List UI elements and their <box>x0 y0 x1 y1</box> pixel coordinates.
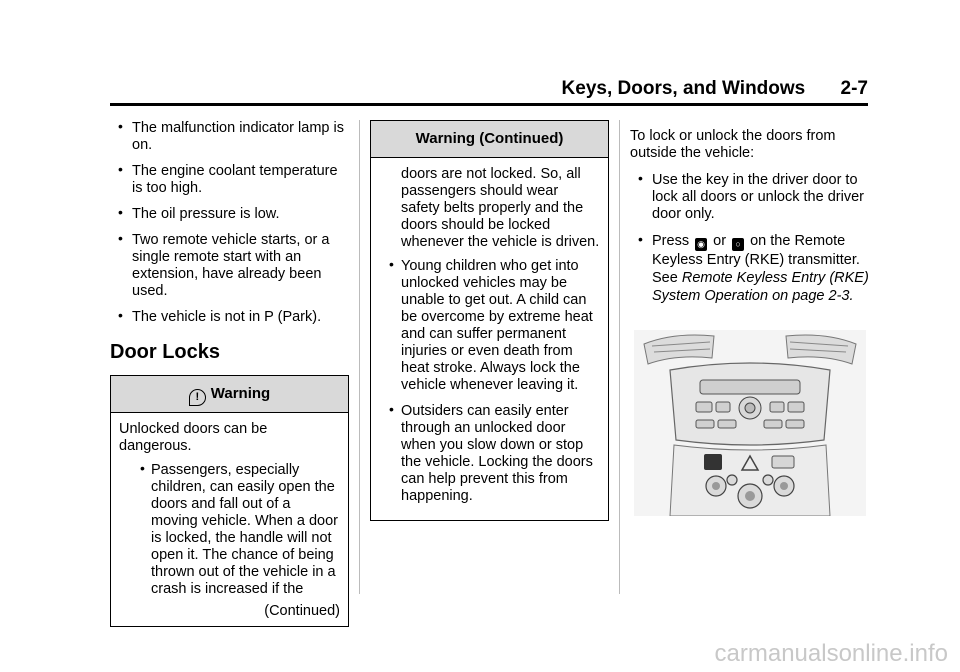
dashboard-image <box>634 330 866 516</box>
page-number: 2-7 <box>840 78 868 99</box>
warning-box <box>110 375 349 627</box>
column-2 <box>370 120 608 521</box>
list-item: • The vehicle is not in P (Park). <box>118 307 322 325</box>
warning-body <box>111 413 348 626</box>
dashboard-illustration <box>634 330 866 516</box>
list-item: • The malfunction indicator lamp is on. <box>118 118 344 153</box>
cross-reference: Remote Keyless Entry (RKE) System Operation on page 2-3. <box>652 270 869 304</box>
list-item: • Two remote vehicle starts, or a single remote start with an extension, have already been used. <box>118 230 330 299</box>
warning-icon: ! <box>189 389 206 406</box>
continued-label: (Continued) <box>264 603 340 619</box>
list-item: • The oil pressure is low. <box>118 204 280 222</box>
warning-body <box>371 158 608 520</box>
warning-title: Warning <box>210 385 271 402</box>
section-title: Door Locks <box>110 341 221 363</box>
unlock-icon: ○ <box>732 238 744 251</box>
page-header <box>110 78 868 100</box>
column-divider <box>359 120 360 594</box>
list-item: • Passengers, especially children, can easily open the doors and fall out of a moving vehicle. When a door is locked, the handle will not open it. The chance of being thrown out of the vehicle in a crash is increased if the <box>140 460 338 597</box>
column-1 <box>110 120 350 627</box>
list-item: • Outsiders can easily enter through an unlocked door when you slow down or stop the vehicle. Locking the doors can help prevent this from happening. <box>389 401 593 504</box>
watermark: carmanualsonline.info <box>714 640 948 667</box>
column-3 <box>630 120 870 314</box>
warning-header: Warning (Continued) <box>371 121 608 158</box>
list-item: • Young children who get into unlocked vehicles may be unable to get out. A child can be overcome by extreme heat and can suffer permanent injuries or even death from heat stroke. Always lock the vehicle whenever leaving it. <box>389 256 593 393</box>
column-divider <box>619 120 620 594</box>
list-item: • The engine coolant temperature is too high. <box>118 161 338 196</box>
warning-box-continued <box>370 120 609 521</box>
list-item: • Use the key in the driver door to lock all doors or unlock the driver door only. <box>638 170 864 222</box>
intro-text: To lock or unlock the doors from outside the vehicle: <box>630 128 836 161</box>
list-item: • Press ◉ or ○ on the Remote Keyless Entry (RKE) transmitter. See Remote Keyless Entry (RKE) System Operation on page 2-3. <box>638 231 869 304</box>
lock-icon: ◉ <box>695 238 707 251</box>
warning-continuation: doors are not locked. So, all passengers should wear safety belts properly and the doors should be locked whenever the vehicle is driven. <box>401 166 600 250</box>
warning-intro: Unlocked doors can be dangerous. <box>119 421 268 454</box>
header-title: Keys, Doors, and Windows <box>561 78 806 99</box>
header-rule <box>110 103 868 106</box>
warning-header <box>111 376 348 413</box>
